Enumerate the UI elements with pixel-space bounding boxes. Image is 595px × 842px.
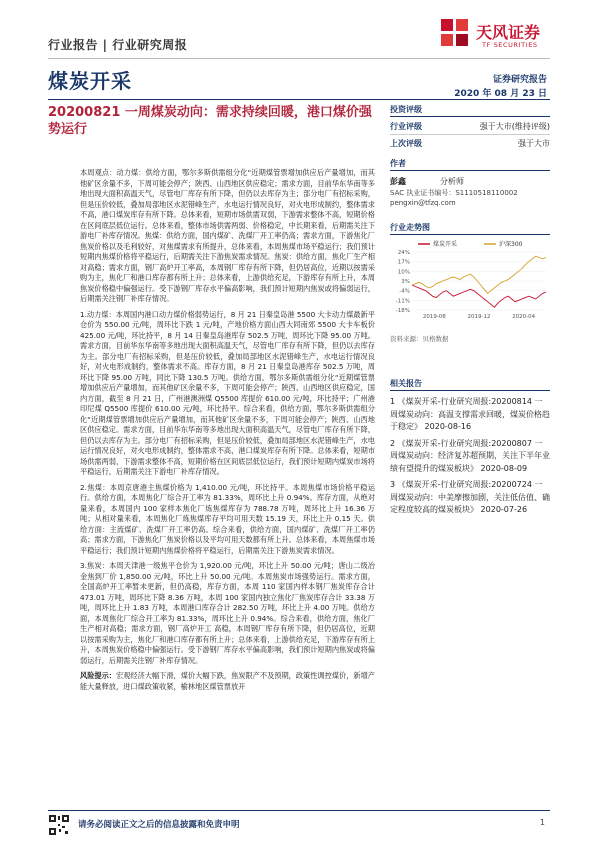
footer-disclaimer: 请务必阅读正文之后的信息披露和免责申明 [78, 820, 240, 830]
prev-rating-label: 上次评级 [390, 139, 422, 148]
chart-y-tick-label: 24% [397, 250, 410, 256]
related-report-date: 2020-08-16 [424, 422, 472, 431]
summary-paragraph: 3.焦炭：本周天津港一级焦平仓价为 1,920.00 元/吨，环比上升 50.00 元/吨；唐山二级冶金焦到厂价 1,850.00 元/吨，环比上升 50.00 元/吨。本周焦炭市场强势运行。需求方面，全国高炉开工率暂未更新，但仍高稳，库存方面，本周 110 家国内样本钢厂焦炭库存合计 473.01 万吨，周环比下降 8.36 万吨，本周 100 家国内独立焦化厂焦炭库存合计 33.38 万吨，周环比上升 1.83 万吨，本周港口库存合计 282.50 万吨，环比上升 4.00 万吨。供给方面，本周焦化厂综合开工率为 81.33%，周环比上升 0.94%。综合来看，供给方面，焦化厂生产相对高稳；需求方面，钢厂高炉开工 高稳，本周钢厂库存有所下降，但仍居高位，近期以按需采购为主，焦化厂和港口库存都有所上升；总体来看，上游供给充足，下游库存有所上升，本周焦炭价格稳中偏强运行。受下游钢厂库存水平偏高影响，我们预计短期内焦炭或将偏弱运行，后期需关注钢厂补库存情况。 [80, 561, 375, 665]
related-report-title: 《煤炭开采-行业研究周报:20200807 一周煤炭动向：经济复苏超预期，关注下半年业绩有望提升的煤炭板块》 [390, 438, 550, 473]
related-heading: 相关报告 [390, 379, 422, 388]
summary-paragraph: 1.动力煤：本周国内港口动力煤价格弱势运行，8 月 21 日秦皇岛港 5500 大卡动力煤最新平仓价为 550.00 元/吨，周环比下跌 1 元/吨，产地价格方面山西大同南郊 5500 大卡车板价 425.00 元/吨，环比持平，8 月 14 日秦皇岛港库存 502.5 万吨，周环比下降 95.00 万吨。需求方面，目前华东华南等多地出现大面积高温天气，尽管电厂库存有所下降，但仍以去库存为主。部分电厂有招标采购，但是压价较低，叠加局部地区水泥错峰生产，水电运行情况良好，对火电形成制约，整体需求不高。库存方面，8 月 21 日秦皇岛港库存 502.5 万吨，周环比下降 95.00 万吨，同比下降 130.5 万吨。供给方面，鄂尔多斯供需组分化“近期煤管票增加供应后产量增加，而其他矿区余量不多，下周可能会停产；陕西、山西地区供应稳定，国内方面，截至 8 月 21 日，广州港澳洲煤 Q5500 库提价 610.00 元/吨，环比持平；广州港印尼煤 Q5500 库提价 610.00 元/吨，环比持平。综合来看，供给方面，鄂尔多斯供需组分化“近期煤管票增加供应后产量增加，而其他矿区余量不多，下周可能会停产；陕西、山西地区供应稳定。需求方面，目前华东华南等多地出现大面积高温天气，尽管电厂库存有所下降，但仍以去库存为主。部分电厂有招标采购，但是压价较低，叠加局部地区水泥错峰生产，水电运行情况良好，对火电形成制约，整体需求不高，港口煤炭库存有所下降。总体来看，短期市场供需两弱，下游需求整体不高，短期价格在区间底层低位运行，我们预计短期内煤炭市场将平稳运行，后期需关注下游电厂补库存情况。 [80, 309, 375, 476]
header-divider [48, 58, 550, 59]
industry-rating-label: 行业评级 [390, 122, 422, 131]
footer-divider [48, 810, 550, 811]
related-report-number: 3 [390, 480, 396, 489]
chart-divider [390, 234, 550, 235]
title-divider [48, 99, 550, 100]
author-email[interactable]: pengxin@tfzq.com [390, 199, 456, 207]
chart-x-tick-label: 2019-12 [467, 314, 491, 320]
report-title: 20200821 一周煤炭动向：需求持续回暖，港口煤价强势运行 [48, 105, 372, 137]
author-name: 彭鑫 [390, 177, 406, 186]
prev-rating-value: 强于大市 [518, 139, 550, 148]
author-role: 分析师 [440, 177, 464, 186]
author-cert: SAC 执业证书编号：S1110518110002 [390, 189, 518, 197]
chart-source: 资料来源：贝格数据 [390, 335, 449, 343]
chart-x-tick-label: 2020-04 [512, 314, 536, 320]
related-report-item[interactable] [390, 438, 550, 476]
chart-x-tick-label: 2019-08 [422, 314, 446, 320]
chart-y-tick-label: -11% [395, 298, 410, 305]
chart-y-tick-label: 3% [401, 279, 410, 285]
tf-logo-icon [440, 18, 470, 48]
rating-row-divider [390, 134, 550, 135]
rating-divider [390, 116, 550, 117]
chart-y-tick-label: -4% [399, 288, 410, 295]
chart-y-tick-label: 17% [397, 259, 410, 266]
rating-heading: 投资评级 [390, 105, 422, 114]
logo-name-en: TF SECURITIES [482, 41, 538, 49]
industry-name: 煤炭开采 [48, 69, 132, 93]
company-logo [440, 14, 570, 58]
industry-trend-chart [390, 238, 550, 320]
author-divider [390, 170, 550, 171]
report-date: 2020 年 08 月 23 日 [454, 89, 547, 99]
related-divider [390, 390, 550, 391]
related-report-number: 2 [390, 438, 396, 448]
related-reports-list [390, 396, 550, 521]
risk-label: 风险提示： [80, 671, 116, 680]
related-report-date: 2020-08-09 [480, 463, 528, 473]
related-report-number: 1 [390, 397, 396, 406]
related-report-item[interactable] [390, 479, 550, 517]
page-number: 1 [539, 818, 545, 827]
qr-code-icon [48, 814, 70, 836]
related-report-date: 2020-07-26 [480, 505, 528, 514]
risk-paragraph [80, 671, 375, 692]
chart-legend-label: 沪深300 [499, 241, 523, 248]
related-report-title: 《煤炭开采-行业研究周报:20200814 一周煤炭动向：高温支撑需求回暖，煤炭价格趋于稳定》 [390, 397, 550, 431]
chart-series-line [412, 285, 546, 307]
chart-y-tick-label: -18% [395, 308, 410, 314]
chart-heading: 行业走势图 [390, 223, 430, 232]
logo-name-cn: 天风证券 [476, 23, 541, 42]
summary-paragraph: 2.焦煤：本周京唐港主焦煤价格为 1,410.00 元/吨，环比持平。本周焦煤市场价格平稳运行。供给方面，本周焦化厂综合开工率为 81.33%，周环比上升 0.94%。库存方面，从绝对量来看，本周国内 100 家样本焦化厂炼焦煤库存为 788.78 万吨，周环比上升 16.36 万吨；从相对量来看，本周焦化厂炼焦煤库存平均可用天数 15.19 天，环比上升 0.15 天。供给方面：主流煤矿、洗煤厂开工率仍高。综合来看，供给方面，国内煤矿、洗煤厂开工率仍高；需求方面，下游焦化厂焦炭价格以及平均可用天数都有所上升。总体来看，本周焦煤市场平稳运行；我们预计短期内焦煤价格将平稳运行，后期需关注下游焦炭需求情况。 [80, 482, 375, 555]
report-body [80, 168, 375, 697]
author-heading: 作者 [390, 159, 406, 168]
chart-legend-label: 煤炭开采 [433, 241, 458, 248]
industry-rating-value: 强于大市(维持评级) [479, 122, 550, 131]
related-report-item[interactable] [390, 396, 550, 434]
related-report-title: 《煤炭开采-行业研究周报:20200724 一周煤炭动向：中美摩擦加剧，关注低估值、确定程度较高的煤炭板块》 [390, 480, 550, 514]
report-type: 证券研究报告 [492, 75, 547, 85]
chart-y-tick-label: 10% [397, 269, 410, 276]
doc-type-label: 行业报告 | 行业研究周报 [48, 38, 188, 52]
summary-paragraph: 本周观点：动力煤：供给方面，鄂尔多斯供需组分化“近期煤管票增加供应后产量增加，而其他矿区余量不多，下周可能会停产；陕西、山西地区供应稳定；需求方面，目前华东华南等多地出现大面积高温天气，尽管电厂库存有所下降，但仍以去库存为主；部分电厂有招标采购，但是压价较低，叠加局部地区水泥错峰生产，水电运行情况良好，对火电形成制约，整体需求不高，港口煤炭库存有所下降。总体来看，短期市场供需双弱，下游需求整体不高，短期价格在区间底层低位运行。总体来看，整体市场供需两弱、价格稳定，中长期来看，后期需关注下游电厂补库存情况。焦煤：供给方面，国内煤矿、洗煤厂开工率仍高；需求方面，下游焦化厂焦炭价格以及毛利较好，对焦煤需求有所提升，总体来看，本周焦煤市场平稳运行；我们预计短期内焦煤价格将平稳运行，后期需关注下游焦炭需求情况。焦炭：供给方面，焦化厂生产相对高稳；需求方面，钢厂高炉开工率高，本周钢厂库存有所下降，但仍居高位，近期以按需采购为主，焦化厂和港口库存都有所上升；总体来看，上游供给充足，下游库存有所上升，本周焦炭价格稳中偏强运行。受下游钢厂库存水平偏高影响，我们预计短期内焦炭或将偏弱运行，后期需关注钢厂补库存情况。 [80, 168, 375, 303]
risk-text: 宏观经济大幅下滑，煤价大幅下跌，焦炭限产不及预期，政策性调控煤价，新增产能大量释放，进口煤政策收紧，榆林地区煤管票放开 [80, 671, 375, 691]
